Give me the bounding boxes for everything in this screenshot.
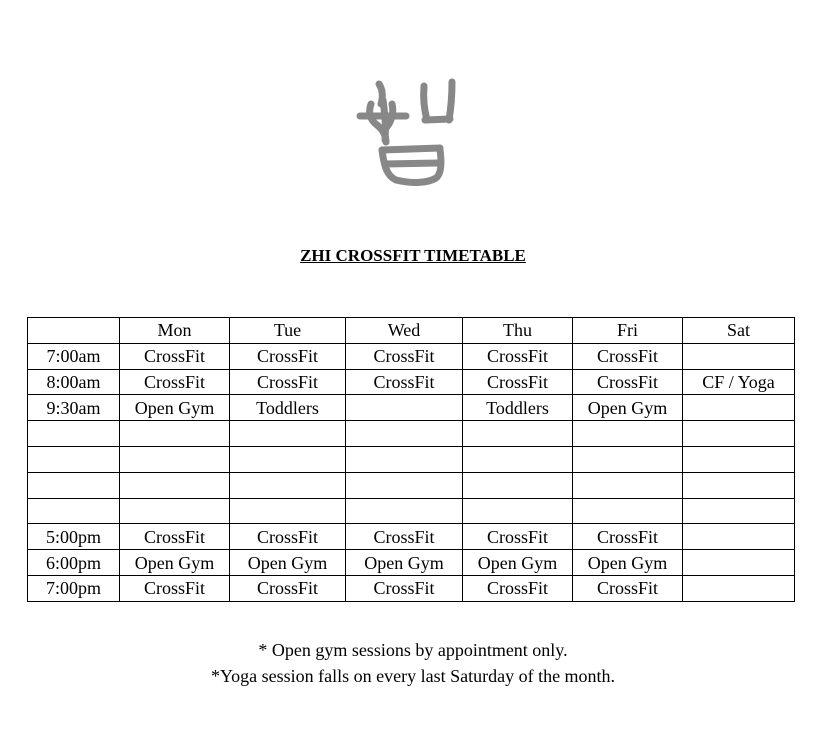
session-cell: CrossFit bbox=[230, 343, 346, 369]
session-cell: CrossFit bbox=[463, 575, 573, 601]
header-row bbox=[28, 318, 795, 344]
session-cell bbox=[683, 421, 795, 447]
session-cell bbox=[573, 446, 683, 472]
corner-cell bbox=[28, 318, 120, 344]
session-cell bbox=[230, 421, 346, 447]
time-cell: 8:00am bbox=[28, 369, 120, 395]
session-cell: Open Gym bbox=[120, 550, 230, 576]
session-cell bbox=[683, 498, 795, 524]
table-row bbox=[28, 575, 795, 601]
table-row bbox=[28, 498, 795, 524]
session-cell: CrossFit bbox=[463, 524, 573, 550]
time-cell bbox=[28, 421, 120, 447]
session-cell: Toddlers bbox=[463, 395, 573, 421]
session-cell: CrossFit bbox=[346, 524, 463, 550]
day-header: Thu bbox=[463, 318, 573, 344]
session-cell: Open Gym bbox=[573, 395, 683, 421]
session-cell bbox=[683, 395, 795, 421]
session-cell bbox=[346, 472, 463, 498]
session-cell: CrossFit bbox=[120, 369, 230, 395]
session-cell bbox=[463, 421, 573, 447]
table-row bbox=[28, 369, 795, 395]
time-cell: 6:00pm bbox=[28, 550, 120, 576]
session-cell bbox=[683, 575, 795, 601]
session-cell: CrossFit bbox=[230, 524, 346, 550]
session-cell bbox=[346, 395, 463, 421]
session-cell bbox=[683, 550, 795, 576]
time-cell bbox=[28, 472, 120, 498]
table-row bbox=[28, 343, 795, 369]
day-header: Tue bbox=[230, 318, 346, 344]
session-cell: Open Gym bbox=[463, 550, 573, 576]
session-cell: CrossFit bbox=[120, 343, 230, 369]
session-cell bbox=[346, 498, 463, 524]
session-cell bbox=[120, 498, 230, 524]
session-cell bbox=[463, 472, 573, 498]
session-cell bbox=[463, 498, 573, 524]
session-cell bbox=[120, 421, 230, 447]
session-cell: CrossFit bbox=[346, 369, 463, 395]
session-cell: CrossFit bbox=[573, 369, 683, 395]
timetable bbox=[27, 317, 795, 602]
session-cell bbox=[120, 472, 230, 498]
time-cell bbox=[28, 498, 120, 524]
session-cell bbox=[230, 446, 346, 472]
time-cell: 5:00pm bbox=[28, 524, 120, 550]
footnotes bbox=[0, 637, 826, 689]
session-cell: CrossFit bbox=[573, 575, 683, 601]
zhi-glyph-logo bbox=[352, 76, 464, 188]
session-cell: CrossFit bbox=[573, 343, 683, 369]
page-title: ZHI CROSSFIT TIMETABLE bbox=[300, 246, 526, 265]
session-cell: CrossFit bbox=[463, 369, 573, 395]
session-cell bbox=[683, 524, 795, 550]
day-header: Wed bbox=[346, 318, 463, 344]
table-row bbox=[28, 421, 795, 447]
time-cell bbox=[28, 446, 120, 472]
day-header: Mon bbox=[120, 318, 230, 344]
session-cell: Open Gym bbox=[230, 550, 346, 576]
time-cell: 7:00pm bbox=[28, 575, 120, 601]
session-cell: CrossFit bbox=[120, 524, 230, 550]
session-cell: Toddlers bbox=[230, 395, 346, 421]
session-cell: Open Gym bbox=[346, 550, 463, 576]
session-cell bbox=[683, 446, 795, 472]
session-cell bbox=[230, 472, 346, 498]
table-row bbox=[28, 395, 795, 421]
session-cell: CrossFit bbox=[346, 575, 463, 601]
time-cell: 7:00am bbox=[28, 343, 120, 369]
session-cell: CrossFit bbox=[573, 524, 683, 550]
session-cell bbox=[230, 498, 346, 524]
time-cell: 9:30am bbox=[28, 395, 120, 421]
table-row bbox=[28, 472, 795, 498]
session-cell bbox=[346, 446, 463, 472]
session-cell bbox=[120, 446, 230, 472]
footnote-open-gym: * Open gym sessions by appointment only. bbox=[258, 640, 568, 660]
session-cell: CrossFit bbox=[463, 343, 573, 369]
session-cell bbox=[573, 472, 683, 498]
table-row bbox=[28, 524, 795, 550]
session-cell bbox=[683, 343, 795, 369]
session-cell bbox=[573, 421, 683, 447]
table-row bbox=[28, 446, 795, 472]
day-header: Fri bbox=[573, 318, 683, 344]
session-cell: CrossFit bbox=[346, 343, 463, 369]
session-cell bbox=[346, 421, 463, 447]
session-cell: CrossFit bbox=[230, 369, 346, 395]
day-header: Sat bbox=[683, 318, 795, 344]
session-cell: Open Gym bbox=[573, 550, 683, 576]
session-cell bbox=[463, 446, 573, 472]
session-cell: CF / Yoga bbox=[683, 369, 795, 395]
session-cell: CrossFit bbox=[120, 575, 230, 601]
table-row bbox=[28, 550, 795, 576]
session-cell bbox=[573, 498, 683, 524]
session-cell: CrossFit bbox=[230, 575, 346, 601]
footnote-yoga: *Yoga session falls on every last Saturday of the month. bbox=[210, 666, 616, 686]
session-cell: Open Gym bbox=[120, 395, 230, 421]
session-cell bbox=[683, 472, 795, 498]
